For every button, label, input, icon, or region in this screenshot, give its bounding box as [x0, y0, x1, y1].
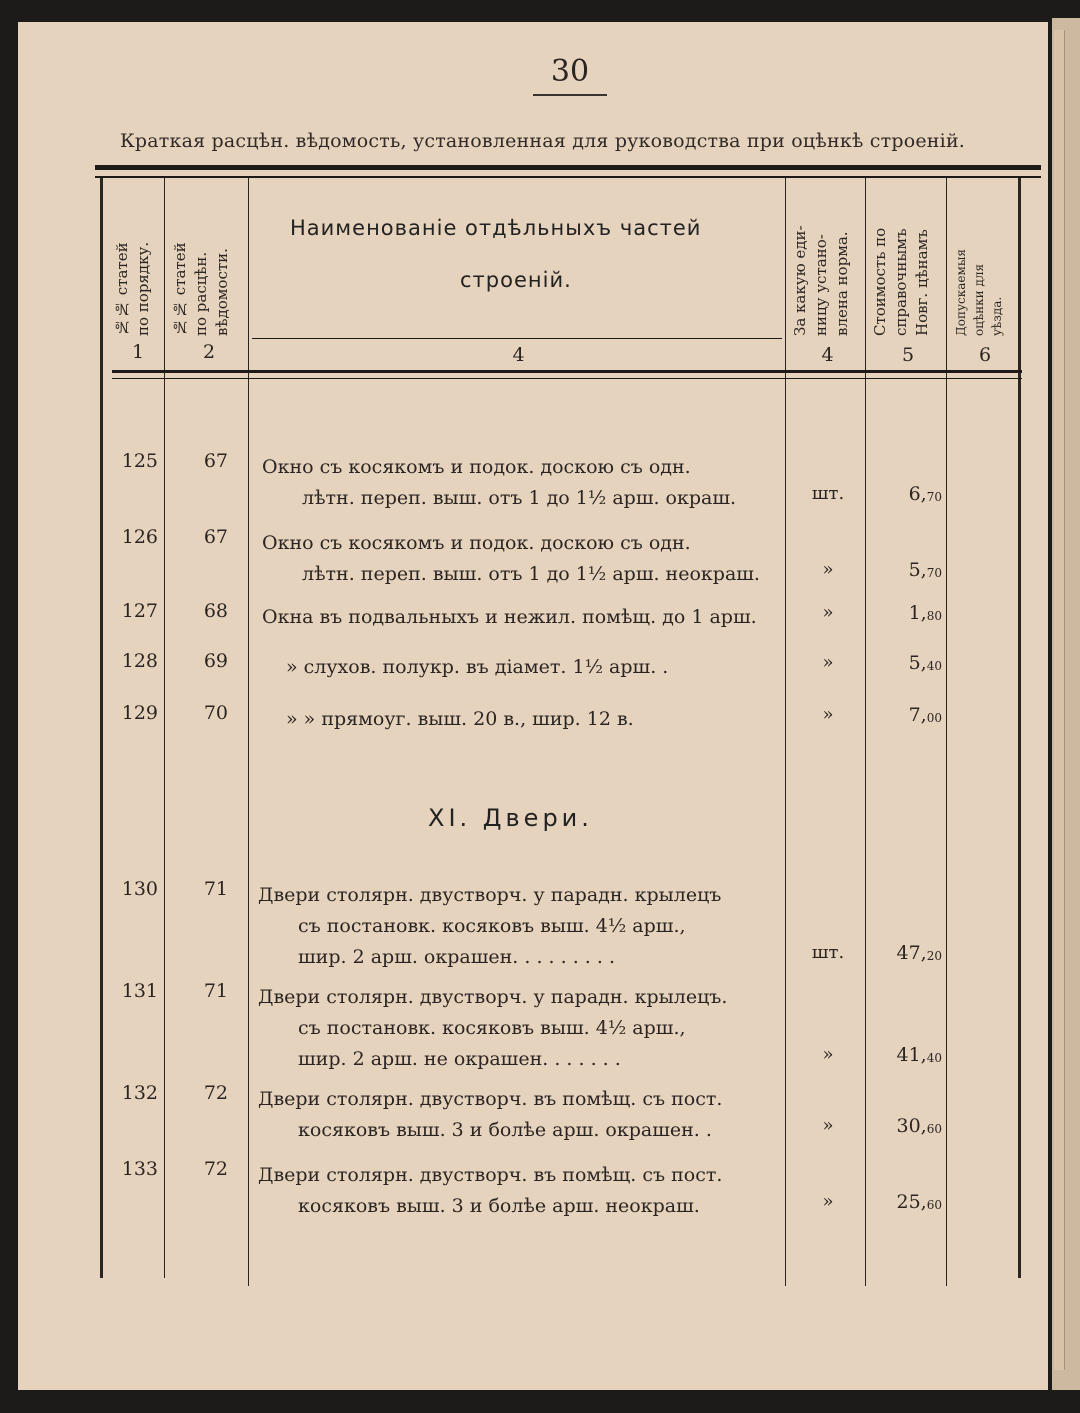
- row-unit: »: [822, 652, 834, 673]
- row-number: 129: [121, 702, 158, 724]
- column-number-4: 4: [821, 344, 834, 366]
- page-number-rule: [533, 94, 607, 96]
- row-price-list-number: 68: [203, 600, 228, 622]
- row-price-list-number: 72: [203, 1082, 228, 1104]
- header-col6-line3: уѣзда.: [990, 296, 1004, 336]
- row-description-line: Окно съ косякомъ и подок. доскою съ одн.: [262, 532, 691, 554]
- table-left-border: [100, 178, 103, 1278]
- header-col4: [790, 186, 853, 336]
- row-price-integer: 5,: [908, 652, 927, 674]
- header-col6-line2: оцѣнки для: [972, 263, 986, 336]
- row-description-line: лѣтн. переп. выш. отъ 1 до 1½ арш. неокраш.: [302, 563, 760, 585]
- row-description-line: косяковъ выш. 3 и болѣе арш. неокраш.: [298, 1195, 700, 1217]
- row-price-integer: 30,: [896, 1115, 927, 1137]
- header-col3-line1: Наименованіе отдѣльныхъ частей: [290, 216, 702, 240]
- row-price: [862, 483, 942, 505]
- row-description-line: Окна въ подвальныхъ и нежил. помѣщ. до 1 арш.: [262, 606, 757, 628]
- row-price-fraction: 40: [926, 1051, 942, 1065]
- row-description-line: косяковъ выш. 3 и болѣе арш. окрашен. .: [298, 1119, 712, 1141]
- row-price-integer: 6,: [908, 483, 927, 505]
- row-price: [862, 1115, 942, 1137]
- row-price-list-number: 71: [203, 878, 228, 900]
- row-price-integer: 7,: [908, 704, 927, 726]
- top-rule-thick: [95, 165, 1041, 170]
- section-title: XI. Двери.: [428, 804, 593, 832]
- row-price-fraction: 60: [926, 1122, 942, 1136]
- row-unit: »: [822, 1191, 834, 1212]
- row-description-line: Окно съ косякомъ и подок. доскою съ одн.: [262, 456, 691, 478]
- col-divider-2: [248, 178, 249, 1286]
- column-number-1: 1: [131, 341, 145, 363]
- row-number: 126: [121, 526, 158, 548]
- header-col3-line2: строеній.: [460, 268, 572, 292]
- header-bottom-rule-thin: [112, 378, 1022, 379]
- row-description-line: » » прямоуг. выш. 20 в., шир. 12 в.: [286, 708, 634, 730]
- row-unit: »: [822, 559, 834, 580]
- row-number: 125: [121, 450, 158, 472]
- row-number: 130: [121, 878, 158, 900]
- row-unit: шт.: [811, 942, 845, 963]
- row-price-list-number: 67: [203, 526, 228, 548]
- row-price-fraction: 80: [926, 609, 942, 623]
- row-description-line: Двери столярн. двустворч. у парадн. крылецъ.: [258, 986, 728, 1008]
- column-number-2: 2: [202, 341, 216, 363]
- row-description-line: съ постановк. косяковъ выш. 4½ арш.,: [298, 1017, 686, 1039]
- row-number: 132: [121, 1082, 158, 1104]
- row-description-line: шир. 2 арш. окрашен. . . . . . . . .: [298, 946, 615, 968]
- row-price-integer: 41,: [896, 1044, 927, 1066]
- row-number: 131: [121, 980, 158, 1002]
- row-price-integer: 25,: [896, 1191, 927, 1213]
- header-col1-line2: по порядку.: [134, 241, 152, 336]
- header-col6: [952, 196, 1006, 336]
- row-price-integer: 1,: [908, 602, 927, 624]
- row-description-line: Двери столярн. двустворч. въ помѣщ. съ пост.: [258, 1164, 723, 1186]
- row-price: [862, 1191, 942, 1213]
- row-price-fraction: 60: [926, 1198, 942, 1212]
- row-description-line: шир. 2 арш. не окрашен. . . . . . .: [298, 1048, 621, 1070]
- row-price-integer: 5,: [908, 559, 927, 581]
- header-col5-line3: Новг. цѣнамъ: [913, 229, 931, 336]
- row-number: 128: [121, 650, 158, 672]
- column-number-3: 4: [512, 344, 525, 366]
- header-col4-line2: ницу устано-: [812, 234, 830, 336]
- row-price-fraction: 70: [926, 566, 942, 580]
- table-subtitle: Краткая расцѣн. вѣдомость, установленная для руководства при оцѣнкѣ строеній.: [120, 130, 966, 152]
- header-col2-line1: №№ статей: [171, 242, 189, 336]
- col-divider-5: [946, 178, 947, 1286]
- row-price: [862, 652, 942, 674]
- row-price-list-number: 67: [203, 450, 228, 472]
- header-col1: [112, 186, 154, 336]
- row-price-list-number: 72: [203, 1158, 228, 1180]
- table-right-border: [1018, 178, 1021, 1278]
- top-rule-thin: [95, 176, 1041, 178]
- row-description-line: Двери столярн. двустворч. у парадн. крылецъ: [258, 884, 722, 906]
- row-price: [862, 942, 942, 964]
- row-price-fraction: 20: [926, 949, 942, 963]
- header-col4-line1: За какую еди-: [791, 225, 809, 336]
- row-unit: »: [822, 602, 834, 623]
- row-unit: »: [822, 704, 834, 725]
- row-description-line: лѣтн. переп. выш. отъ 1 до 1½ арш. окраш.: [302, 487, 737, 509]
- row-price-integer: 47,: [896, 942, 927, 964]
- row-unit: шт.: [811, 483, 845, 504]
- header-col2: [170, 186, 233, 336]
- adjacent-page-edge: [1054, 30, 1065, 1370]
- row-price-fraction: 70: [926, 490, 942, 504]
- header-col2-line3: вѣдомости.: [213, 248, 231, 336]
- column-number-5: 5: [901, 344, 915, 366]
- header-col2-line2: по расцѣн.: [192, 251, 210, 336]
- col-divider-1: [164, 178, 165, 1278]
- header-col1-line1: №№ статей: [113, 242, 131, 336]
- row-price: [862, 704, 942, 726]
- row-price-list-number: 70: [203, 702, 228, 724]
- row-price-fraction: 40: [926, 659, 942, 673]
- row-price-list-number: 69: [203, 650, 228, 672]
- header-col5-line2: справочнымъ: [892, 228, 910, 336]
- row-number: 133: [121, 1158, 158, 1180]
- header-col5-line1: Стоимость по: [871, 227, 889, 336]
- header-col5: [870, 186, 933, 336]
- row-price: [862, 1044, 942, 1066]
- page-number: 30: [550, 54, 590, 89]
- row-description-line: » слухов. полукр. въ діамет. 1½ арш. .: [286, 656, 669, 678]
- row-price: [862, 602, 942, 624]
- row-price-fraction: 00: [926, 711, 942, 725]
- header-col4-line3: влена норма.: [833, 231, 851, 336]
- row-unit: »: [822, 1044, 834, 1065]
- row-description-line: съ постановк. косяковъ выш. 4½ арш.,: [298, 915, 686, 937]
- header-col6-line1: Допускаемыя: [954, 249, 968, 336]
- col-divider-3: [785, 178, 786, 1286]
- header-sub-rule: [252, 338, 782, 339]
- row-price-list-number: 71: [203, 980, 228, 1002]
- row-number: 127: [121, 600, 158, 622]
- row-description-line: Двери столярн. двустворч. въ помѣщ. съ пост.: [258, 1088, 723, 1110]
- header-bottom-rule-thick: [112, 370, 1022, 373]
- row-unit: »: [822, 1115, 834, 1136]
- row-price: [862, 559, 942, 581]
- column-number-6: 6: [978, 344, 992, 366]
